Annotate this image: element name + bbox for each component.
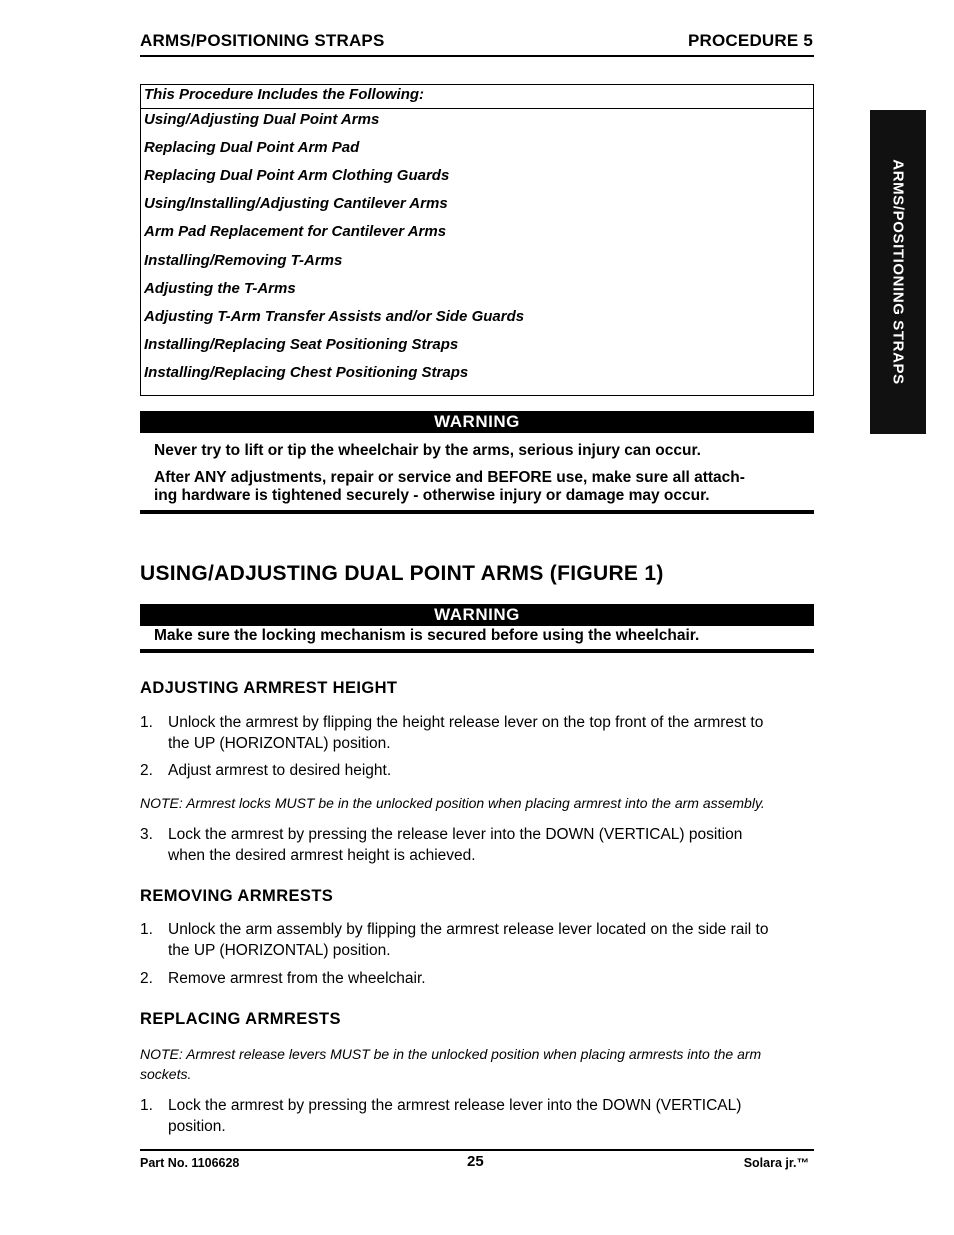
section-heading: USING/ADJUSTING DUAL POINT ARMS (FIGURE 1) xyxy=(140,562,664,585)
side-section-tab xyxy=(870,110,926,434)
subsection-heading: REMOVING ARMRESTS xyxy=(140,887,334,905)
step-text: the UP (HORIZONTAL) position. xyxy=(168,942,391,959)
subsection-heading: REPLACING ARMRESTS xyxy=(140,1010,341,1028)
contents-item: Installing/Replacing Seat Positioning Straps xyxy=(144,336,459,353)
step-number: 3. xyxy=(140,826,153,843)
step-number: 1. xyxy=(140,1097,153,1114)
contents-item: Adjusting T-Arm Transfer Assists and/or Side Guards xyxy=(144,308,525,325)
note-text: NOTE: Armrest locks MUST be in the unlocked position when placing armrest into the arm assembly. xyxy=(140,795,765,811)
step-number: 2. xyxy=(140,762,153,779)
contents-item: Replacing Dual Point Arm Clothing Guards xyxy=(144,167,450,184)
procedure-contents-box xyxy=(140,84,814,396)
contents-item: Arm Pad Replacement for Cantilever Arms xyxy=(144,223,447,240)
step-number: 1. xyxy=(140,921,153,938)
note-text: NOTE: Armrest release levers MUST be in the unlocked position when placing armrests into the arm xyxy=(140,1046,762,1062)
footer-divider xyxy=(140,1149,814,1151)
footer-part-number: Part No. 1106628 xyxy=(140,1156,240,1170)
side-tab-label: ARMS/POSITIONING STRAPS xyxy=(889,159,907,385)
step-text: Remove armrest from the wheelchair. xyxy=(168,970,426,987)
header-section-title: ARMS/POSITIONING STRAPS xyxy=(140,31,385,50)
step-item xyxy=(140,919,814,961)
step-number: 1. xyxy=(140,714,153,731)
step-number: 2. xyxy=(140,970,153,987)
step-item xyxy=(140,1095,814,1137)
warning-banner: WARNING xyxy=(140,411,814,433)
subsection-heading: ADJUSTING ARMREST HEIGHT xyxy=(140,679,398,697)
contents-item: Adjusting the T-Arms xyxy=(144,280,296,297)
warning-text: After ANY adjustments, repair or service and BEFORE use, make sure all attach- xyxy=(154,469,745,486)
step-item xyxy=(140,760,814,781)
step-text: Unlock the arm assembly by flipping the armrest release lever located on the side rail to xyxy=(168,921,769,938)
header-procedure-label: PROCEDURE 5 xyxy=(687,31,813,50)
warning-bottom-rule xyxy=(140,649,814,653)
step-text: Lock the armrest by pressing the release lever into the DOWN (VERTICAL) position xyxy=(168,826,743,843)
step-text: position. xyxy=(168,1118,226,1135)
contents-heading: This Procedure Includes the Following: xyxy=(141,85,813,109)
step-text: Adjust armrest to desired height. xyxy=(168,762,392,779)
page-number: 25 xyxy=(467,1153,484,1170)
warning-text: Never try to lift or tip the wheelchair by the arms, serious injury can occur. xyxy=(154,442,701,459)
warning-text: Make sure the locking mechanism is secured before using the wheelchair. xyxy=(154,627,700,644)
warning-bottom-rule xyxy=(140,510,814,514)
step-item xyxy=(140,968,814,989)
step-text: Unlock the armrest by flipping the height release lever on the top front of the armrest to xyxy=(168,714,764,731)
footer-product-name: Solara jr.™ xyxy=(743,1156,809,1170)
warning-text: ing hardware is tightened securely - otherwise injury or damage may occur. xyxy=(154,487,710,504)
warning-banner: WARNING xyxy=(140,604,814,626)
step-item xyxy=(140,824,814,866)
step-text: Lock the armrest by pressing the armrest release lever into the DOWN (VERTICAL) xyxy=(168,1097,742,1114)
note-text: sockets. xyxy=(140,1066,192,1082)
step-item xyxy=(140,712,814,754)
step-text: when the desired armrest height is achieved. xyxy=(168,847,476,864)
header-divider xyxy=(140,55,814,57)
contents-item: Using/Adjusting Dual Point Arms xyxy=(144,111,380,128)
contents-item: Replacing Dual Point Arm Pad xyxy=(144,139,360,156)
contents-item: Installing/Replacing Chest Positioning Straps xyxy=(144,364,469,381)
contents-item: Using/Installing/Adjusting Cantilever Arms xyxy=(144,195,448,212)
contents-item: Installing/Removing T-Arms xyxy=(144,252,343,269)
step-text: the UP (HORIZONTAL) position. xyxy=(168,735,391,752)
